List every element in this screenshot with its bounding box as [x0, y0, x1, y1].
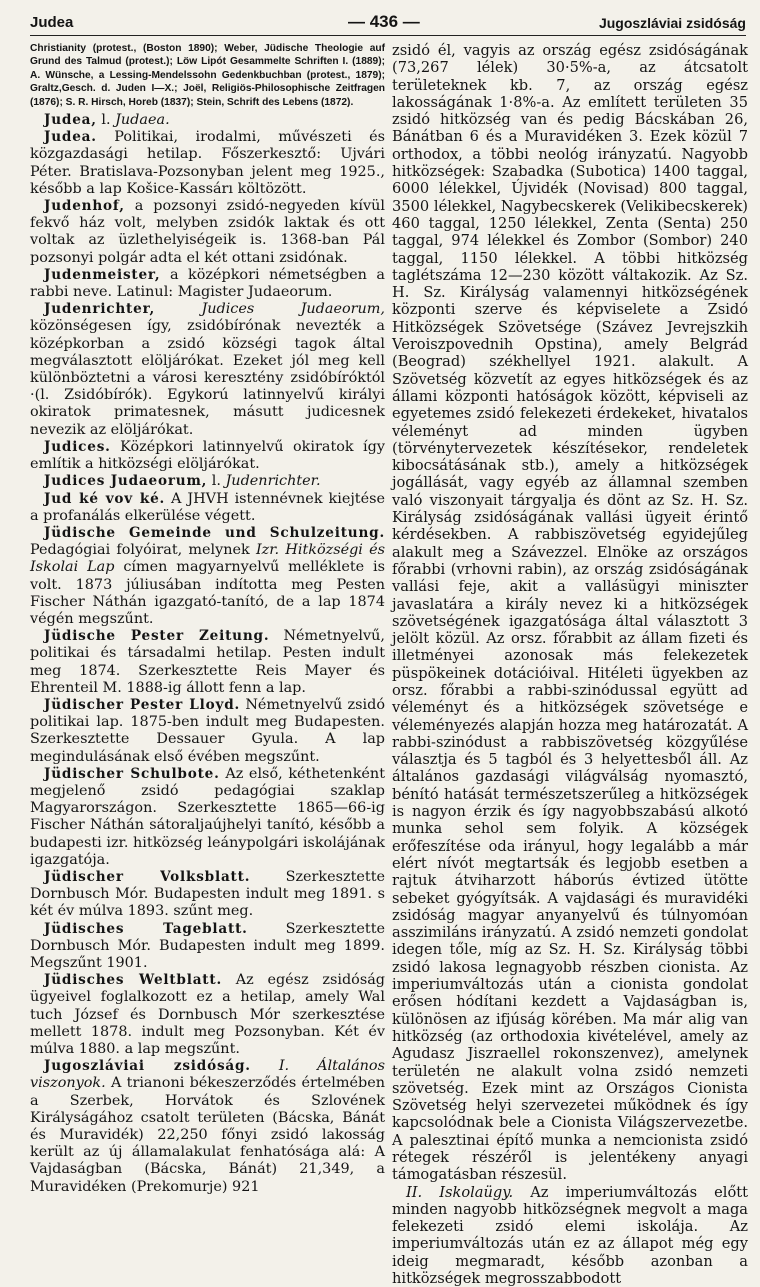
article-paragraph-school: [392, 1184, 748, 1287]
entry-text: l.: [96, 112, 116, 129]
article-paragraph: zsidó él, vagyis az ország egész zsidóságának (73,267 lélek) 30·5%-a, az átcsatolt területeknek kb. 7, az ország egész lakosságának 1·8%-a. Az említett területen 35 zsidó hitközség van és pedig Bácskában 26, Bánátban 6 és a Muravidéken 3. Ezek közül 7 orthodox, a többi neológ irányzatú. Nagyobb hitközségek: Szabadka (Subotica) 1400 taggal, 6000 lélekkel, Újvidék (Novisad) 800 taggal, 3500 lélekkel, Nagybecskerek (Velikibecskerek) 460 taggal, 1250 lélekkel, Zenta (Senta) 250 taggal, 974 lélekkel és Zombor (Sombor) 240 taggal, 1150 lélekkel. A többi hitközség taglétszáma 12—230 között váltakozik. Az Sz. H. Sz. Királyság valamennyi hitközségének központi szerve és képviselete a Zsidó Hitközségek Szövetsége (Szávez Jevrejszkih Veroiszpovednih Opstina), amely Belgrád (Beograd) székhellyel 1921. alakult. A Szövetség közvetít az egyes hitközségek és az állami központi hatóságok között, képviseli az egyetemes zsidó felekezeti érdekeket, hivatalos véleményt ad minden ügyben (törvénytervezetek készítésekor, rendeletek kibocsátásának stb.), amely a hitközségek jogállását, vagy egyéb az államnal szemben való viszonyait tárgyalja és dönt az Sz. H. Sz. Királyság zsidóságának vallási ügyeit érintő kérdésekben. A rabbiszövetség egyidejűleg alakult meg a Szávezzel. Elnöke az országos főrabbi (vrhovni rabin), az ország zsidóságának vallási feje, akit a vallásügyi miniszter javaslatára a király nevez ki a hitközségek szövetségének igazgatósága által választott 3 jelölt közül. Az orsz. főrabbit az állam fizeti és illetményei azonosak más felekezetek püspökeinek dotációival. Hitéleti ügyekben az orsz. főrabbi a rabbi-szinódussal együtt ad véleményt és a hitközségek szövetsége e véleményezés alapján hozza meg határozatát. A rabbi-szinódust a rabbiszövetség közgyűlése választja és 5 tagból és 3 helyettesből áll. Az általános gazdasági világválság nyomasztó, bénító hatását természetszerűleg a hitközségek is nagyon érzik és így nagyobbszabású alkotó munka sehol sem folyik. A községek erőfeszítése oda irányul, hogy legalább a már elért nívót megtartsák és legjobb esetben a rajtuk átviharzott háborús évtized ütötte sebeket gyógyítsák. A vajdasági és muravidéki zsidóság magyar anyanyelvű és túlnyomóan asszimiláns irányzatú. A zsidó nemzeti gondolat idegen tőle, míg az Sz. H. Sz. Királyság többi zsidó lakosa legnagyobb részben cionista. Az imperiumváltozás után a cionista gondolat erősen hódítani kezdett a Vajdaságban is, különösen az ifjúság körében. Ma már alig van hitközség (az orthodoxia kivételével, amely az Agudasz Jiszraellel rokonszenvez), amelynek területén ne alakult volna zsidó nemzeti szövetség. Ezek mint az Országos Cionista Szövetség helyi szervezetei működnek és így kapcsolódnak bele a Cionista Világszervezetbe. A palesztinai építő munka a nemcionista zsidó rétegek részéről is jelentékeny anyagi támogatásban részesül.: [392, 42, 748, 1184]
headword: Judea,: [44, 112, 97, 129]
headword: Jüdisches Tageblatt.: [44, 920, 248, 937]
dictionary-entry: [30, 525, 385, 628]
entry-italic: Judaea.: [115, 112, 170, 129]
headword: Judenhof,: [44, 198, 125, 215]
dictionary-entry: [30, 921, 385, 973]
section-text: Az imperiumváltozás előtt minden nagyobb hitközségnek megvolt a maga felekezeti zsidó elemi iskolája. Az imperiumváltozás után ez az állapot még egy ideig megmaradt, később azonban a hitközségek megrosszabbodott: [392, 1183, 748, 1287]
entry-text: közönségesen így, zsidóbírónak nevezték a középkorban a zsidó községi tagok által megválasztott elöljárókat. Ezeket jól meg kell különböztetni a városi keresztény zsidóbíróktól ·(l. Zsidóbírók). Egykorú latinnyelvű királyi okiratok primatesnek, másutt judicesnek nevezik az elöljárókat.: [30, 318, 385, 438]
headword: Judices Judaeorum,: [44, 473, 208, 490]
left-column: [30, 42, 386, 1195]
dictionary-entry: [30, 198, 385, 267]
headword: Jüdischer Schulbote.: [44, 765, 220, 782]
entry-text: l.: [207, 473, 226, 490]
entry-text: Az első, kéthetenként megjelenő zsidó pedagógiai szaklap Magyarországon. Szerkesztette 1865—66-ig Fischer Náthán sátoraljaújhelyi tanító, később a budapesti izr. hitközség leánypolgári iskolájának igazgatója.: [30, 765, 385, 868]
entry-text: [251, 1058, 279, 1074]
entry-italic: Izr. Hitközségi és Iskolai Lap: [30, 542, 385, 576]
headword: Jüdische Pester Zeitung.: [44, 628, 270, 645]
entry-text: Az egész zsidóság ügyeivel foglalkozott ez a hetilap, amely Wal tuch József és Dornbusch Mór szerkesztése mellett 1878. indult meg Pozsonyban. Két év múlva 1880. a lap megszűnt.: [30, 972, 386, 1057]
entry-italic: Judices Judaeorum,: [201, 301, 386, 318]
entry-text: Szerkesztette Dornbusch Mór. Budapesten indult meg 1899. Megszűnt 1901.: [30, 920, 385, 971]
section-heading: II. Iskolaügy.: [406, 1183, 514, 1201]
headword: Judenrichter,: [44, 301, 156, 318]
entry-text: a pozsonyi zsidó-negyeden kívül fekvő ház volt, melyben zsidók laktak és ott voltak az üzlethelyiségeik is. 1368-ban Pál pozsonyi polgár adta el két ottani zsidónak.: [30, 198, 385, 266]
dictionary-entry: [30, 628, 385, 697]
entry-text: Pedagógiai folyóirat, melynek: [30, 542, 256, 559]
dictionary-entry: [30, 972, 385, 1058]
headword: Jüdisches Weltblatt.: [44, 972, 223, 989]
entry-text: Szerkesztette Dornbusch Mór. Budapesten indult meg 1891. s két év múlva 1893. szűnt meg.: [30, 868, 386, 920]
headword: Jüdische Gemeinde und Schulzeitung.: [44, 524, 385, 541]
dictionary-entry: [30, 1058, 385, 1196]
headword: Jud ké vov ké.: [44, 490, 166, 507]
headword: Jugoszláviai zsidóság.: [44, 1058, 251, 1075]
entry-italic: I. Általános viszonyok.: [30, 1058, 385, 1092]
entry-text: a középkori németségben a rabbi neve. Latinul: Magister Judaeorum.: [30, 266, 385, 301]
entry-text: címen magyarnyelvű melléklete is volt. 1873 júliusában indította meg Pesten Fischer Náthán igazgató-tanító, de a lap 1874 végén megszűnt.: [30, 559, 385, 627]
bibliography-note: Christianity (protest., (Boston 1890); Weber, Jüdische Theologie auf Grund des Talmud (protest.); Löw Lipót Gesammelte Schriften I. (1889); A. Wünsche, a Lessing-Mendelssohn Gedenkbuchban (protest., 1879); Graltz,Gesch. d. Juden I—X.; Joël, Religiös-Philosophische Zeitfragen (1876); S. R. Hirsch, Horeb (1837); Stein, Schrift des Lebens (1872).: [30, 43, 385, 108]
dictionary-entry: [30, 301, 385, 439]
dictionary-entry: [30, 473, 385, 490]
entry-list: [30, 112, 385, 1196]
entry-text: Németnyelvű, politikai és társadalmi hetilap. Pesten indult meg 1874. Szerkesztette Reis Mayer és Ehrenteil M. 1888-ig állott fenn a lap.: [30, 628, 385, 696]
entry-text: A JHVH istennévnek kiejtése a profanálás elkerülése végett.: [30, 490, 385, 524]
entry-text: A trianoni békeszerződés értelmében a Szerbek, Horvátok és Szlovének Királyságához csatolt területen (Bácska, Bánát és Muravidék) 22,250 főnyi zsidó lakosság került az új államalakulat fenhatósága alá: A Vajdaságban (Bácska, Bánát) 21,349, a Muravidéken (Prekomurje) 921: [30, 1075, 385, 1195]
dictionary-entry: [30, 697, 385, 766]
dictionary-entry: [30, 491, 385, 525]
dictionary-entry: [30, 267, 385, 301]
dictionary-entry: [30, 439, 385, 473]
right-column: [392, 42, 748, 1287]
dictionary-entry: [30, 869, 385, 921]
running-header: [30, 10, 746, 34]
header-rule: [30, 35, 746, 36]
headword: Jüdischer Pester Lloyd.: [44, 696, 241, 713]
headword: Judenmeister,: [44, 266, 161, 283]
entry-text: [155, 301, 201, 317]
headword: Judea.: [44, 129, 97, 146]
page-number: — 436 —: [348, 12, 420, 31]
dictionary-entry: [30, 129, 385, 198]
entry-text: Középkori latinnyelvű okiratok így említik a hitközségi elöljárókat.: [30, 438, 385, 473]
entry-italic: Judenrichter.: [225, 473, 321, 490]
dictionary-entry: [30, 112, 385, 129]
header-left-keyword: Judea: [30, 14, 74, 31]
headword: Judices.: [44, 438, 111, 455]
entry-text: Németnyelvű zsidó politikai lap. 1875-ben indult meg Budapesten. Szerkesztette Dessauer Gyula. A lap megindulásának első évében megszűnt.: [30, 696, 385, 765]
header-right-keyword: Jugoszláviai zsidóság: [598, 15, 746, 31]
headword: Jüdischer Volksblatt.: [44, 868, 251, 885]
entry-text: Politikai, irodalmi, művészeti és közgazdasági hetilap. Főszerkesztő: Ujvári Péter. Bratislava-Pozsonyban jelent meg 1925., később a lap Košice-Kassárı költözött.: [30, 129, 385, 197]
dictionary-entry: [30, 766, 385, 869]
